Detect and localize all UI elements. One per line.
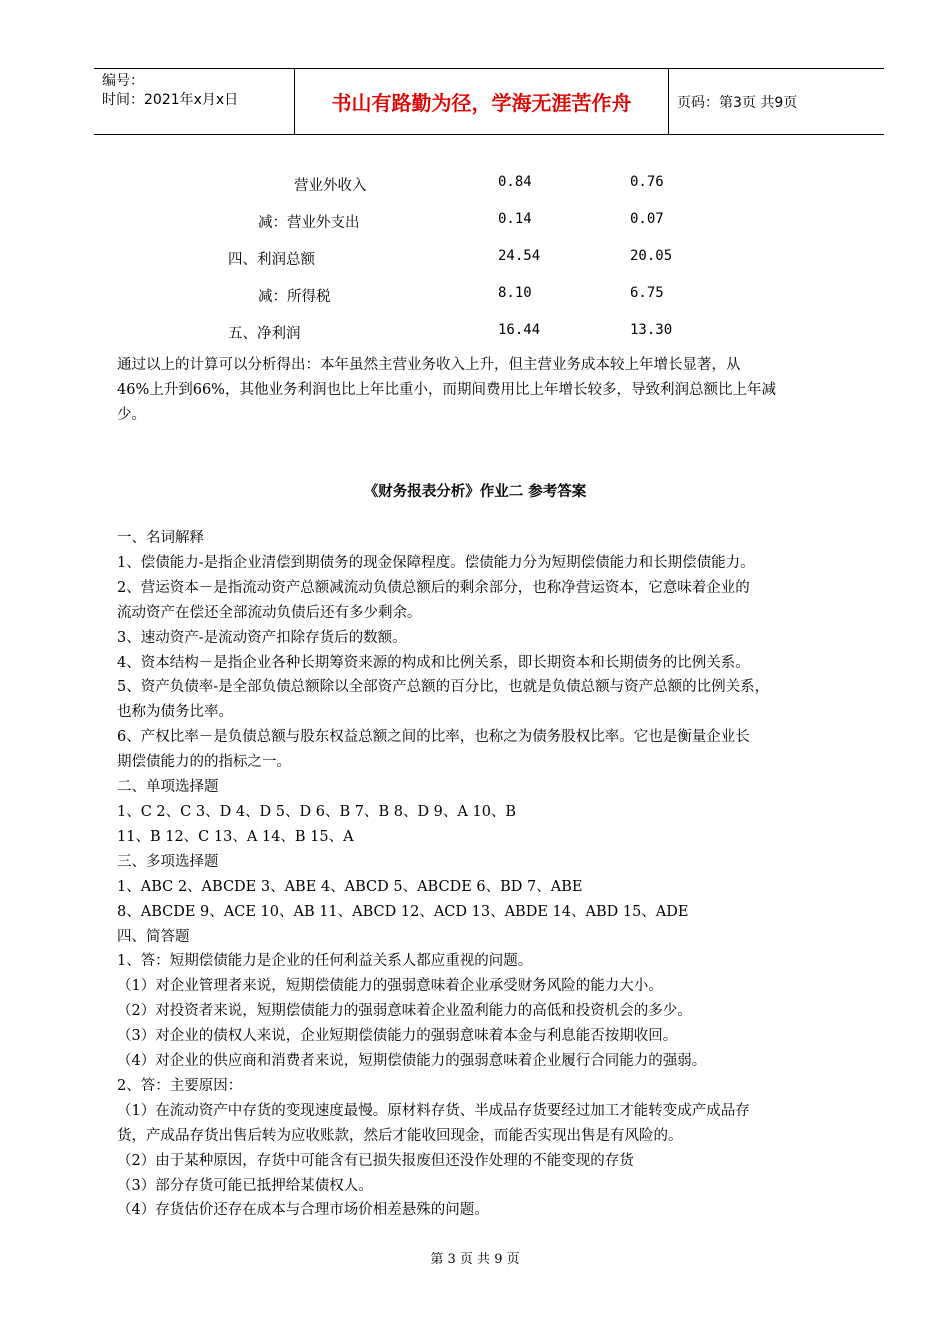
text-line: 流动资产在偿还全部流动负债后还有多少剩余。 [117,604,422,621]
text-line: 1、偿债能力-是指企业清偿到期债务的现金保障程度。偿债能力分为短期偿债能力和长期偿债能力。 [117,554,755,571]
header-left-cell [94,69,295,134]
row-label: 四、利润总额 [228,252,315,268]
text-line: 期偿债能力的的指标之一。 [117,754,291,771]
row-value-previous: 13.30 [630,322,673,338]
row-label: 减：所得税 [258,289,331,305]
page-header [94,68,884,135]
text-line: 3、速动资产-是流动资产扣除存货后的数额。 [117,629,407,646]
text-line: （4）对企业的供应商和消费者来说，短期偿债能力的强弱意味着企业履行合同能力的强弱。 [117,1053,707,1070]
text-line: 1、ABC 2、ABCDE 3、ABE 4、ABCD 5、ABCDE 6、BD 7、ABE [117,878,583,895]
text-line: （1）对企业管理者来说，短期偿债能力的强弱意味着企业承受财务风险的能力大小。 [117,978,663,995]
text-line: （1）在流动资产中存货的变现速度最慢。原材料存货、半成品存货要经过加工才能转变成产成品存 [117,1102,750,1119]
text-line: 也称为债务比率。 [117,704,233,721]
text-line: （2）由于某种原因，存货中可能含有已损失报废但还没作处理的不能变现的存货 [117,1152,634,1169]
text-line: 6、产权比率－是负债总额与股东权益总额之间的比率，也称之为债务股权比率。它也是衡量企业长 [117,729,750,746]
text-line: 货，产成品存货出售后转为应收账款，然后才能收回现金，而能否实现出售是有风险的。 [117,1127,683,1144]
document-number-label: 编号： [102,73,144,89]
row-value-previous: 0.76 [630,174,664,190]
row-value-previous: 0.07 [630,211,664,227]
row-value-current: 0.84 [498,174,532,190]
income-table [0,174,950,359]
analysis-line: 46%上升到66%，其他业务利润也比上年比重小，而期间费用比上年增长较多，导致利润总额比上年减 [117,381,776,398]
table-row [0,174,950,211]
text-line: 2、营运资本－是指流动资产总额减流动负债总额后的剩余部分，也称净营运资本，它意味着企业的 [117,579,750,596]
analysis-line: 少。 [117,406,146,423]
text-line: 5、资产负债率-是全部负债总额除以全部资产总额的百分比，也就是负债总额与资产总额的比例关系， [117,679,770,696]
text-line: （4）存货估价还存在成本与合理市场价相差悬殊的问题。 [117,1202,489,1219]
text-line: 三、多项选择题 [117,853,219,870]
table-row [0,248,950,285]
table-row [0,285,950,322]
text-line: （3）对企业的债权人来说，企业短期偿债能力的强弱意味着本金与利息能否按期收回。 [117,1028,678,1045]
row-label: 减：营业外支出 [258,215,360,231]
header-page-label: 页码：第3页 共9页 [677,94,798,111]
text-line: （3）部分存货可能已抵押给某债权人。 [117,1177,373,1194]
section-title: 《财务报表分析》作业二 参考答案 [363,483,587,500]
text-line: 8、ABCDE 9、ACE 10、AB 11、ABCD 12、ACD 13、ABDE 14、ABD 15、ADE [117,903,689,920]
text-line: 11、B 12、C 13、A 14、B 15、A [117,828,354,845]
text-line: 二、单项选择题 [117,779,219,796]
analysis-paragraph [117,353,867,428]
row-label: 五、净利润 [228,326,301,342]
row-value-previous: 6.75 [630,285,664,301]
table-row [0,211,950,248]
document-time-label: 时间：2021年x月x日 [102,92,239,108]
analysis-line: 通过以上的计算可以分析得出：本年虽然主营业务收入上升，但主营业务成本较上年增长显著，从 [117,357,741,373]
text-line: 2、答：主要原因： [117,1077,243,1094]
row-value-previous: 20.05 [630,248,673,264]
answer-body [117,526,877,1223]
row-label: 营业外收入 [294,178,367,194]
text-line: （2）对投资者来说，短期偿债能力的强弱意味着企业盈利能力的高低和投资机会的多少。 [117,1003,692,1020]
text-line: 1、C 2、C 3、D 4、D 5、D 6、B 7、B 8、D 9、A 10、B [117,803,517,820]
row-value-current: 0.14 [498,211,532,227]
row-value-current: 16.44 [498,322,541,338]
text-line: 1、答：短期偿债能力是企业的任何利益关系人都应重视的问题。 [117,953,533,970]
header-motto: 书山有路勤为径，学海无涯苦作舟 [295,69,669,134]
text-line: 4、资本结构－是指企业各种长期筹资来源的构成和比例关系，即长期资本和长期债务的比例关系。 [117,654,750,671]
page-footer: 第 3 页 共 9 页 [430,1252,520,1267]
row-value-current: 8.10 [498,285,532,301]
text-line: 四、简答题 [117,928,190,945]
text-line: 一、名词解释 [117,530,204,546]
row-value-current: 24.54 [498,248,541,264]
